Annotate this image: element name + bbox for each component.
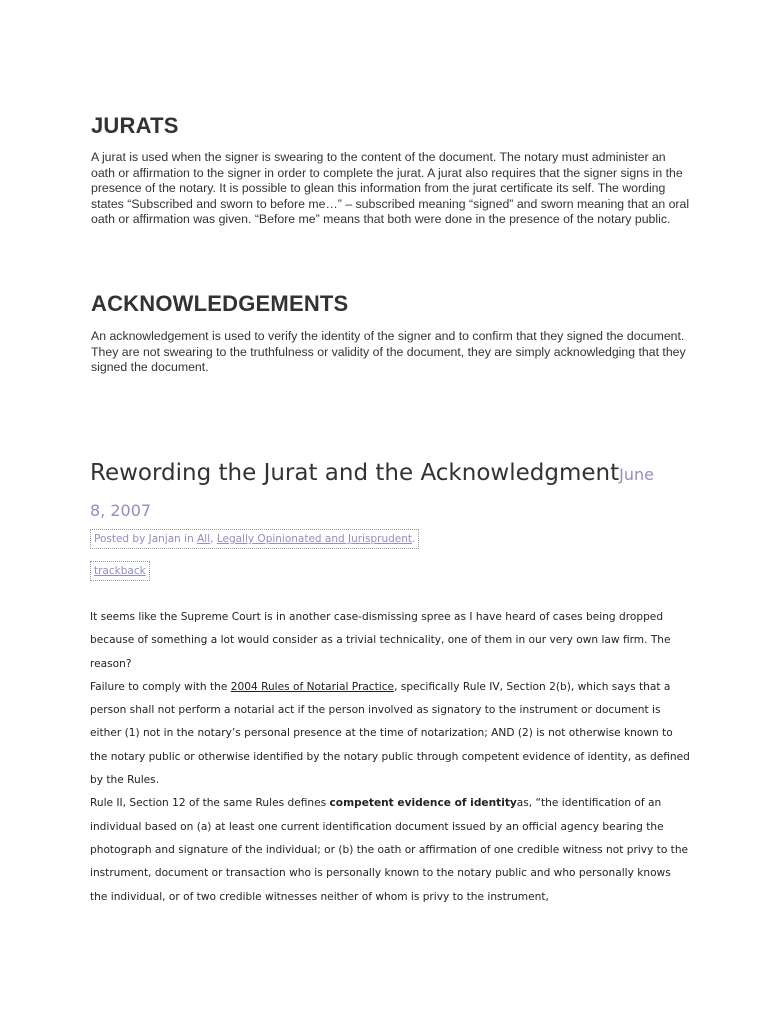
post-paragraph-2 [90,676,690,792]
trackback-box [90,561,150,581]
post-paragraph-1: It seems like the Supreme Court is in another case-dismissing spree as I have heard of cases being dropped because of something a lot would consider as a trivial technicality, one of them in our very own law firm. The reason? [90,611,671,670]
notarial-rules-link[interactable]: 2004 Rules of Notarial Practice [230,680,395,693]
jurats-paragraph: A jurat is used when the signer is swearing to the content of the document. The notary must administer an oath or affirmation to the signer in order to complete the jurat. A jurat also requires that the signer signs in the presence of the notary. It is possible to glean this information from the jurat certificate its self. The wording states “Subscribed and sworn to before me…” – subscribed meaning “signed” and sworn meaning that an oral oath or affirmation was given. “Before me” means that both were done in the presence of the notary public. [91,150,690,227]
competent-evidence-term: competent evidence of identity [329,797,517,810]
p3-text-before: Rule II, Section 12 of the same Rules defines [90,797,330,810]
acknowledgements-heading: ACKNOWLEDGEMENTS [91,291,349,316]
post-meta [90,529,419,549]
post-title-text: Rewording the Jurat and the Acknowledgment [90,460,620,486]
p2-text-before: Failure to comply with the [90,680,231,693]
post-date-day-year: 8, 2007 [90,501,152,520]
post-date-month: June [619,465,654,484]
jurats-heading: JURATS [91,113,179,138]
post-paragraph-3 [90,792,690,908]
category-link-legally-opinionated[interactable]: Legally Opinionated and Jurisprudent [216,533,413,545]
trackback-link[interactable]: trackback [94,565,146,577]
category-separator: , [210,533,217,545]
posted-by-text: Posted by Janjan in [94,533,198,545]
category-end: . [412,533,416,545]
p2-text-after: , specifically Rule IV, Section 2(b), which says that a person shall not perform a notarial act if the person involved as signatory to the instrument or document is either (1) not in the notary’s personal presence at the time of notarization; AND (2) is not otherwise known to the notary public or otherwise identified by the notary public through competent evidence of identity, as defined by the Rules. [90,680,690,787]
p3-text-after: as, “the identification of an individual based on (a) at least one current identification document issued by an official agency bearing the photograph and signature of the individual; or (b) the oath or affirmation of one credible witness not privy to the instrument, document or transaction who is personally known to the notary public and who personally knows the individual, or of two credible witnesses neither of whom is privy to the instrument, [90,797,689,903]
category-link-all[interactable]: All [197,533,211,545]
post-title [90,456,690,528]
post-body [90,606,690,909]
acknowledgements-paragraph: An acknowledgement is used to verify the identity of the signer and to confirm that they signed the document. They are not swearing to the truthfulness or validity of the document, they are simply acknowledging that they signed the document. [91,329,686,375]
